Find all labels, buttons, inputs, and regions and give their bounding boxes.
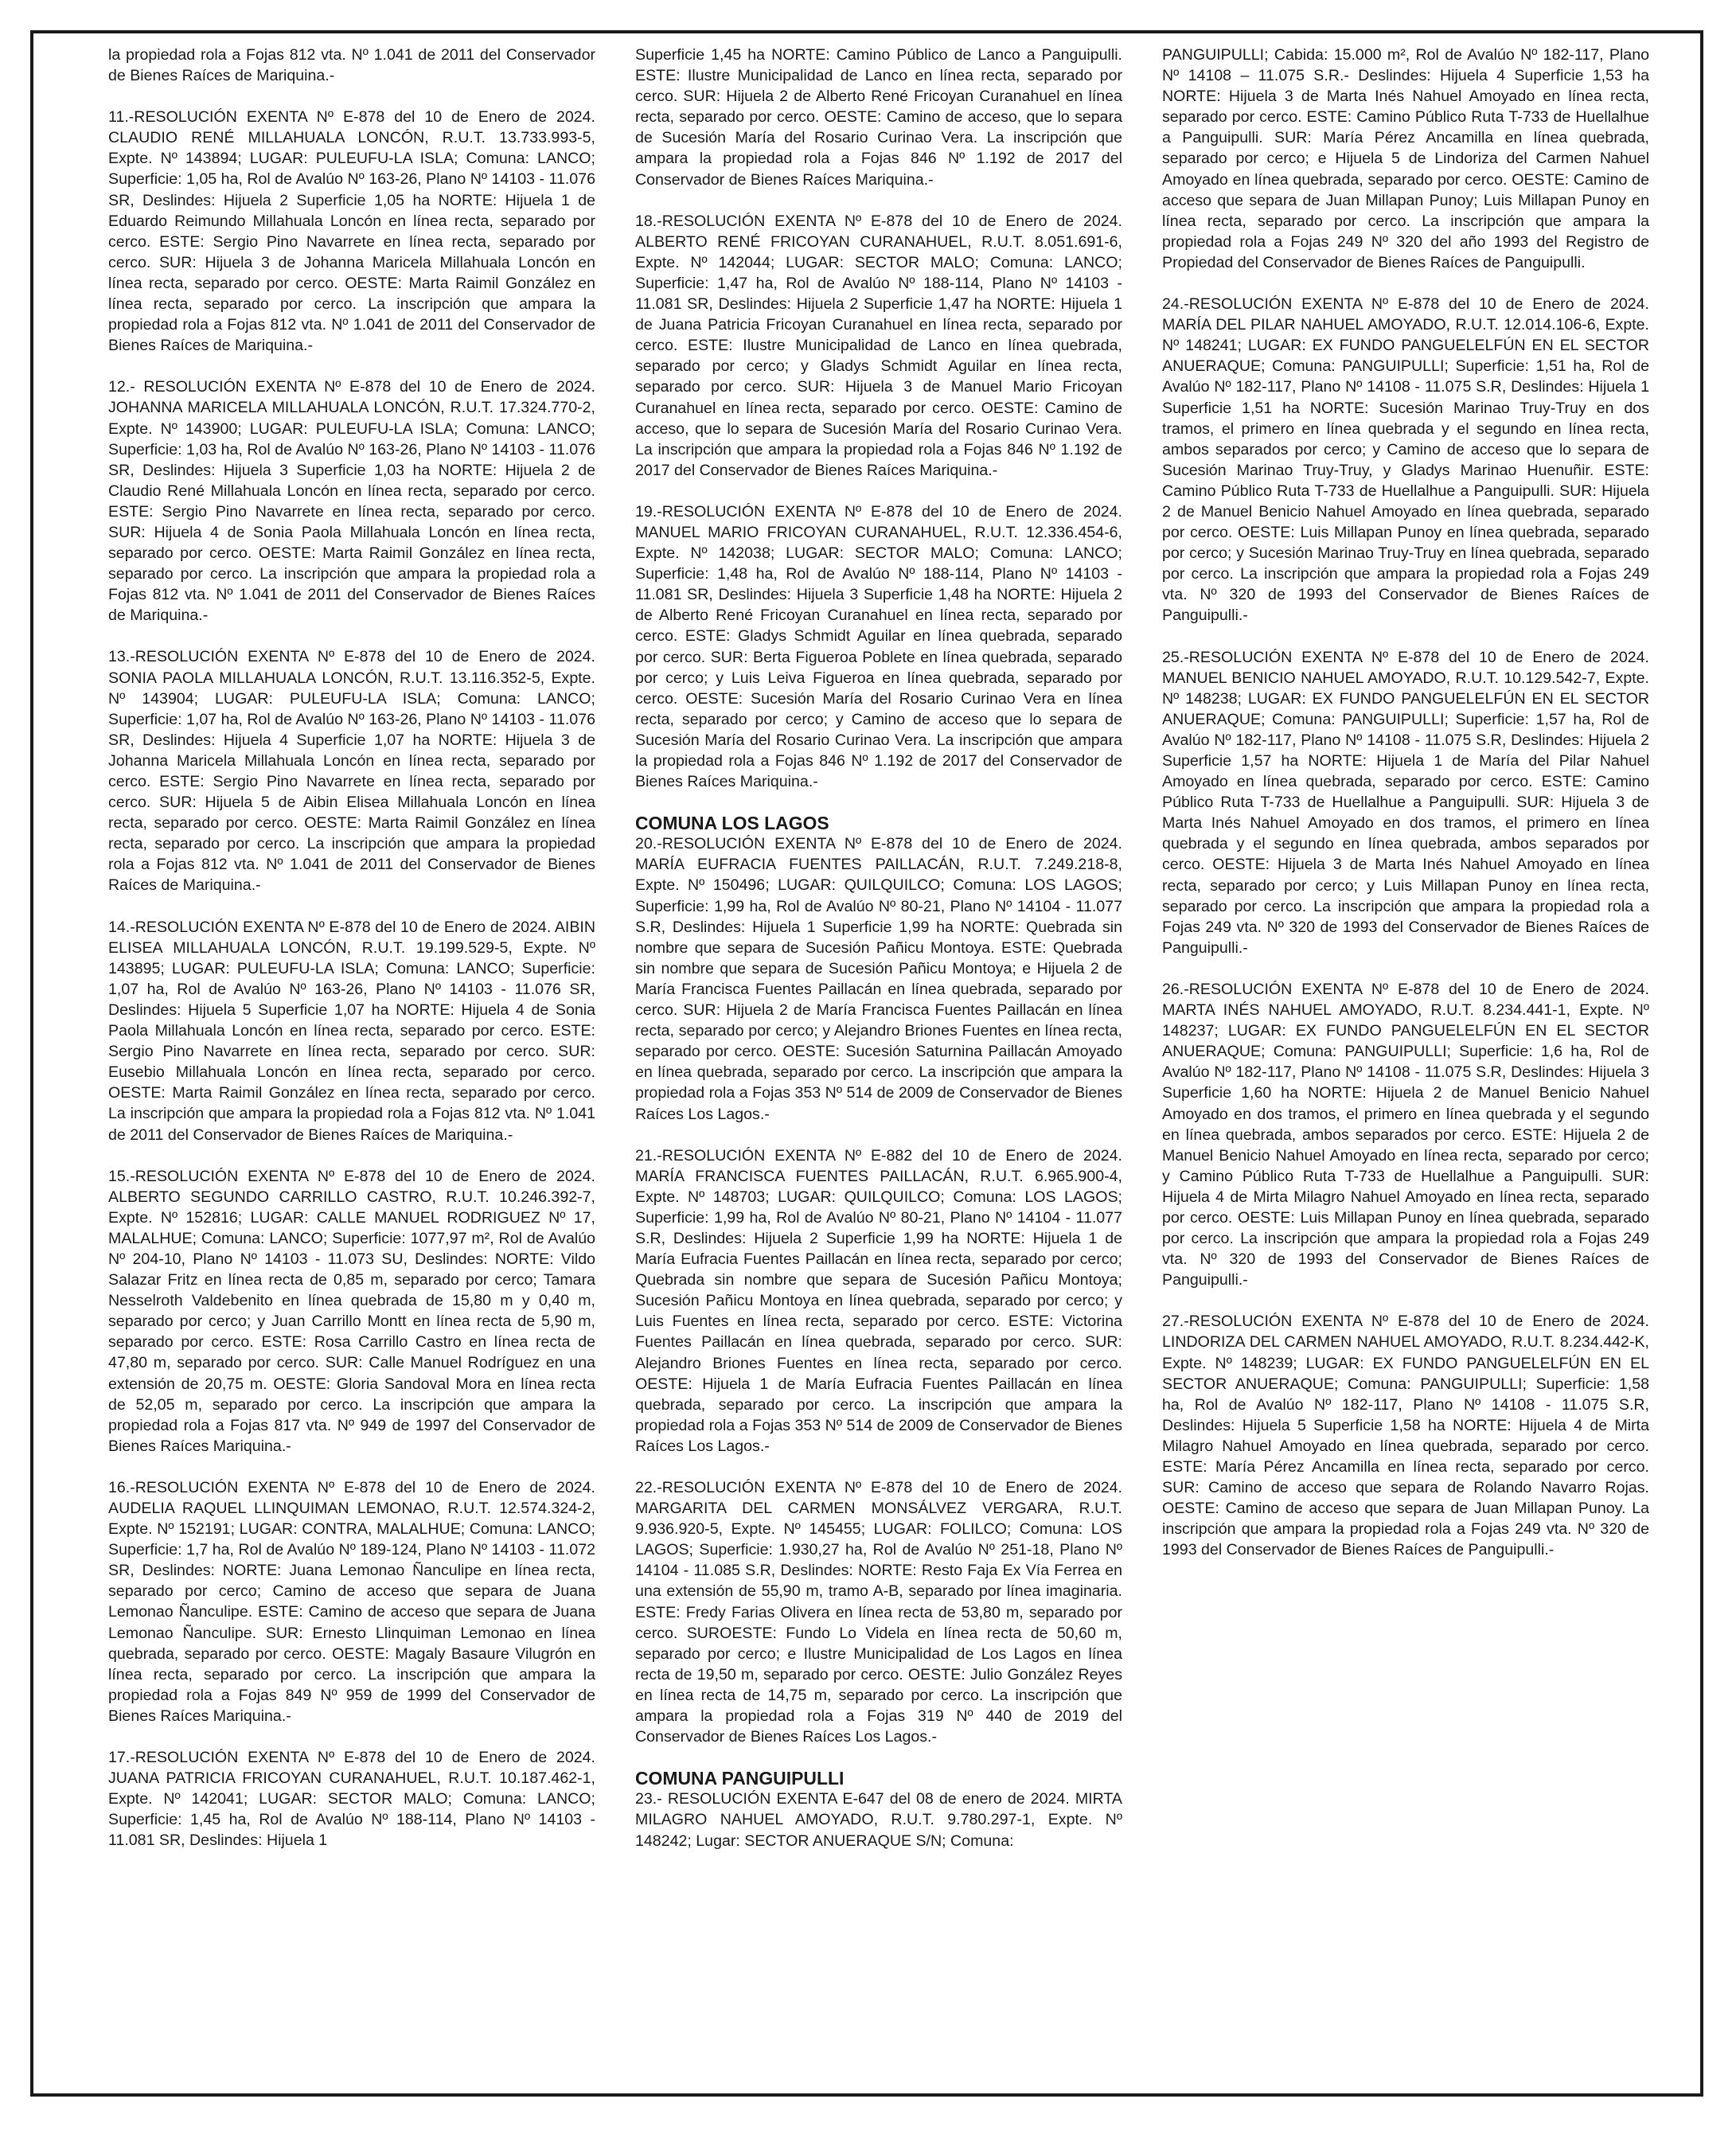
newspaper-page bbox=[30, 30, 1703, 2097]
resolution-paragraph: Superficie 1,45 ha NORTE: Camino Público de Lanco a Panguipulli. ESTE: Ilustre Municipalidad de Lanco en línea recta, separado por cerco. SUR: Hijuela 2 de Alberto René Fricoyan Curanahuel en línea recta, separado por cerco. OESTE: Camino de acceso, que lo separa de Sucesión María del Rosario Curinao Vera. La inscripción que ampara la propiedad rola a Fojas 846 Nº 1.192 de 2017 del Conservador de Bienes Raíces Mariquina.- bbox=[635, 46, 1122, 189]
resolution-paragraph: 16.-RESOLUCIÓN EXENTA Nº E-878 del 10 de Enero de 2024. AUDELIA RAQUEL LLINQUIMAN LEMONAO, R.U.T. 12.574.324-2, Expte. Nº 152191; LUGAR: CONTRA, MALALHUE; Comuna: LANCO; Superficie: 1,7 ha, Rol de Avalúo Nº 189-124, Plano Nº 14103 - 11.072 SR, Deslindes: NORTE: Juana Lemonao Ñanculipe en línea recta, separado por cerco; Camino de acceso que separa de Juana Lemonao Ñanculipe. ESTE: Camino de acceso que separa de Juana Lemonao Ñanculipe. SUR: Ernesto Llinquiman Lemonao en línea quebrada, separado por cerco. OESTE: Magaly Basaure Vilugrón en línea recta, separado por cerco. La inscripción que ampara la propiedad rola a Fojas 849 Nº 959 de 1999 del Conservador de Bienes Raíces Mariquina.- bbox=[108, 1478, 595, 1725]
resolution-paragraph: 17.-RESOLUCIÓN EXENTA Nº E-878 del 10 de Enero de 2024. JUANA PATRICIA FRICOYAN CURANAHUEL, R.U.T. 10.187.462-1, Expte. Nº 142041; LUGAR: SECTOR MALO; Comuna: LANCO; Superficie: 1,45 ha, Rol de Avalúo Nº 188-114, Plano Nº 14103 - 11.081 SR, Deslindes: Hijuela 1 bbox=[108, 1749, 595, 1850]
text-column-2 bbox=[635, 45, 1122, 1872]
section-heading: COMUNA PANGUIPULLI bbox=[635, 1768, 845, 1789]
resolution-paragraph: 27.-RESOLUCIÓN EXENTA Nº E-878 del 10 de Enero de 2024. LINDORIZA DEL CARMEN NAHUEL AMOYADO, R.U.T. 8.234.442-K, Expte. Nº 148239; LUGAR: EX FUNDO PANGUELELFÚN EN EL SECTOR ANUERAQUE; Comuna: PANGUIPULLI; Superficie: 1,58 ha, Rol de Avalúo Nº 182-117, Plano Nº 14108 - 11.075 S.R, Deslindes: Hijuela 5 Superficie 1,58 ha NORTE: Hijuela 4 de Mirta Milagro Nahuel Amoyado en línea quebrada, separado por cerco. ESTE: María Pérez Ancamilla en línea recta, separado por cerco. SUR: Camino de acceso que separa de Rolando Navarro Rojas. OESTE: Camino de acceso que separa de Juan Millapan Punoy. La inscripción que ampara la propiedad rola a Fojas 249 vta. Nº 320 de 1993 del Conservador de Bienes Raíces de Panguipulli.- bbox=[1162, 1313, 1649, 1559]
resolution-paragraph: 24.-RESOLUCIÓN EXENTA Nº E-878 del 10 de Enero de 2024. MARÍA DEL PILAR NAHUEL AMOYADO, R.U.T. 12.014.106-6, Expte. Nº 148241; LUGAR: EX FUNDO PANGUELELFÚN EN EL SECTOR ANUERAQUE; Comuna: PANGUIPULLI; Superficie: 1,51 ha, Rol de Avalúo Nº 182-117, Plano Nº 14108 - 11.075 S.R, Deslindes: Hijuela 1 Superficie 1,51 ha NORTE: Sucesión Marinao Truy-Truy en dos tramos, el primero en línea quebrada y el segundo en línea recta, ambos separados por cerco; y Camino de acceso que lo separa de Sucesión Marinao Truy-Truy, y Gladys Marinao Huenuñir. ESTE: Camino Público Ruta T-733 de Huellalhue a Panguipulli. SUR: Hijuela 2 de Manuel Benicio Nahuel Amoyado en línea quebrada, separado por cerco. OESTE: Luis Millapan Punoy en línea quebrada, separado por cerco; y Sucesión Marinao Truy-Truy en línea quebrada, separado por cerco. La inscripción que ampara la propiedad rola a Fojas 249 vta. Nº 320 de 1993 del Conservador de Bienes Raíces de Panguipulli.- bbox=[1162, 295, 1649, 625]
resolution-paragraph: 25.-RESOLUCIÓN EXENTA Nº E-878 del 10 de Enero de 2024. MANUEL BENICIO NAHUEL AMOYADO, R.U.T. 10.129.542-7, Expte. Nº 148238; LUGAR: EX FUNDO PANGUELELFÚN EN EL SECTOR ANUERAQUE; Comuna: PANGUIPULLI; Superficie: 1,57 ha, Rol de Avalúo Nº 182-117, Plano Nº 14108 - 11.075 S.R, Deslindes: Hijuela 2 Superficie 1,57 ha NORTE: Hijuela 1 de María del Pilar Nahuel Amoyado en línea quebrada, separado por cerco. ESTE: Camino Público Ruta T-733 de Huellalhue a Panguipulli. SUR: Hijuela 3 de Marta Inés Nahuel Amoyado en dos tramos, el primero en línea quebrada y el segundo en línea quebrada, ambos separados por cerco. OESTE: Hijuela 3 de Marta Inés Nahuel Amoyado en línea recta, separado por cerco; y Luis Millapan Punoy en línea recta, separado por cerco. La inscripción que ampara la propiedad rola a Fojas 249 vta. Nº 320 de 1993 del Conservador de Bienes Raíces de Panguipulli.- bbox=[1162, 648, 1649, 957]
resolution-paragraph: 20.-RESOLUCIÓN EXENTA Nº E-878 del 10 de Enero de 2024. MARÍA EUFRACIA FUENTES PAILLACÁN, R.U.T. 7.249.218-8, Expte. Nº 150496; LUGAR: QUILQUILCO; Comuna: LOS LAGOS; Superficie: 1,99 ha, Rol de Avalúo Nº 80-21, Plano Nº 14104 - 11.077 S.R, Deslindes: Hijuela 1 Superficie 1,99 ha NORTE: Quebrada sin nombre que separa de Sucesión Pañicu Montoya. ESTE: Quebrada sin nombre que separa de Sucesión Pañicu Montoya; e Hijuela 2 de María Francisca Fuentes Paillacán en línea quebrada, separado por cerco. SUR: Hijuela 2 de María Francisca Fuentes Paillacán en línea recta, separado por cerco; y Alejandro Briones Fuentes en línea recta, separado por cerco. OESTE: Sucesión Saturnina Paillacán Amoyado en línea quebrada, separado por cerco. La inscripción que ampara la propiedad rola a Fojas 353 Nº 514 de 2009 de Conservador de Bienes Raíces Los Lagos.- bbox=[635, 835, 1122, 1123]
resolution-paragraph: 18.-RESOLUCIÓN EXENTA Nº E-878 del 10 de Enero de 2024. ALBERTO RENÉ FRICOYAN CURANAHUEL, R.U.T. 8.051.691-6, Expte. Nº 142044; LUGAR: SECTOR MALO; Comuna: LANCO; Superficie: 1,47 ha, Rol de Avalúo Nº 188-114, Plano Nº 14103 - 11.081 SR, Deslindes: Hijuela 2 Superficie 1,47 ha NORTE: Hijuela 1 de Juana Patricia Fricoyan Curanahuel en línea recta, separado por cerco. ESTE: Ilustre Municipalidad de Lanco en línea quebrada, separado por cerco; y Gladys Schmidt Aguilar en línea recta, separado por cerco. SUR: Hijuela 3 de Manuel Mario Fricoyan Curanahuel en línea recta, separado por cerco. OESTE: Camino de acceso, que lo separa de Sucesión María del Rosario Curinao Vera. La inscripción que ampara la propiedad rola a Fojas 846 Nº 1.192 de 2017 del Conservador de Bienes Raíces Mariquina.- bbox=[635, 212, 1122, 479]
resolution-paragraph: 21.-RESOLUCIÓN EXENTA Nº E-882 del 10 de Enero de 2024. MARÍA FRANCISCA FUENTES PAILLACÁN, R.U.T. 6.965.900-4, Expte. Nº 148703; LUGAR: QUILQUILCO; Comuna: LOS LAGOS; Superficie: 1,99 ha, Rol de Avalúo Nº 80-21, Plano Nº 14104 - 11.077 S.R, Deslindes: Hijuela 2 Superficie 1,99 ha NORTE: Hijuela 1 de María Eufracia Fuentes Paillacán en línea recta, separado por cerco; Quebrada sin nombre que separa de Sucesión Pañicu Montoya; Sucesión Pañicu Montoya en línea quebrada, separado por cerco; y Luis Fuentes en línea recta, separado por cerco. ESTE: Victorina Fuentes Paillacán en línea quebrada, separado por cerco. SUR: Alejandro Briones Fuentes en línea recta, separado por cerco. OESTE: Hijuela 1 de María Eufracia Fuentes Paillacán en línea quebrada, separado por cerco. La inscripción que ampara la propiedad rola a Fojas 353 Nº 514 de 2009 de Conservador de Bienes Raíces Los Lagos.- bbox=[635, 1146, 1122, 1455]
resolution-paragraph: 14.-RESOLUCIÓN EXENTA Nº E-878 del 10 de Enero de 2024. AIBIN ELISEA MILLAHUALA LONCÓN, R.U.T. 19.199.529-5, Expte. Nº 143895; LUGAR: PULEUFU-LA ISLA; Comuna: LANCO; Superficie: 1,07 ha, Rol de Avalúo Nº 163-26, Plano Nº 14103 - 11.076 SR, Deslindes: Hijuela 5 Superficie 1,07 ha NORTE: Hijuela 4 de Sonia Paola Millahuala Loncón en línea recta, separado por cerco. ESTE: Sergio Pino Navarrete en línea recta, separado por cerco. SUR: Eusebio Millahuala Loncón en línea recta, separado por cerco. OESTE: Marta Raimil González en línea recta, separado por cerco. La inscripción que ampara la propiedad rola a Fojas 812 vta. Nº 1.041 de 2011 del Conservador de Bienes Raíces de Mariquina.- bbox=[108, 918, 595, 1144]
resolution-paragraph: 15.-RESOLUCIÓN EXENTA Nº E-878 del 10 de Enero de 2024. ALBERTO SEGUNDO CARRILLO CASTRO, R.U.T. 10.246.392-7, Expte. Nº 152816; LUGAR: CALLE MANUEL RODRIGUEZ Nº 17, MALALHUE; Comuna: LANCO; Superficie: 1077,97 m², Rol de Avalúo Nº 204-10, Plano Nº 14103 - 11.073 SU, Deslindes: NORTE: Vildo Salazar Fritz en línea recta de 0,85 m, separado por cerco; Tamara Nesselroth Valdebenito en línea quebrada de 15,80 m y 0,40 m, separado por cerco; y Juan Carrillo Montt en línea recta de 5,90 m, separado por cerco. ESTE: Rosa Carrillo Castro en línea recta de 47,80 m, separado por cerco. SUR: Calle Manuel Rodríguez en una extensión de 20,75 m. OESTE: Gloria Sandoval Mora en línea recta de 52,05 m, separado por cerco. La inscripción que ampara la propiedad rola a Fojas 817 vta. Nº 949 de 1997 del Conservador de Bienes Raíces Mariquina.- bbox=[108, 1167, 595, 1455]
resolution-paragraph: 26.-RESOLUCIÓN EXENTA Nº E-878 del 10 de Enero de 2024. MARTA INÉS NAHUEL AMOYADO, R.U.T. 8.234.441-1, Expte. Nº 148237; LUGAR: EX FUNDO PANGUELELFÚN EN EL SECTOR ANUERAQUE; Comuna: PANGUIPULLI; Superficie: 1,6 ha, Rol de Avalúo Nº 182-117, Plano Nº 14108 - 11.075 S.R, Deslindes: Hijuela 3 Superficie 1,60 ha NORTE: Hijuela 2 de Manuel Benicio Nahuel Amoyado en dos tramos, el primero en línea quebrada y el segundo en línea quebrada, ambos separados por cerco. ESTE: Hijuela 2 de Manuel Benicio Nahuel Amoyado en línea recta, separado por cerco; y Camino Público Ruta T-733 de Huellalhue a Panguipulli. SUR: Hijuela 4 de Mirta Milagro Nahuel Amoyado en línea recta, separado por cerco. OESTE: Luis Millapan Punoy en línea quebrada, separado por cerco. La inscripción que ampara la propiedad rola a Fojas 249 vta. Nº 320 de 1993 del Conservador de Bienes Raíces de Panguipulli.- bbox=[1162, 980, 1649, 1289]
text-column-1 bbox=[108, 45, 595, 1872]
resolution-paragraph: la propiedad rola a Fojas 812 vta. Nº 1.041 de 2011 del Conservador de Bienes Raíces de Mariquina.- bbox=[108, 46, 595, 85]
section-heading: COMUNA LOS LAGOS bbox=[635, 813, 829, 834]
resolution-paragraph: 13.-RESOLUCIÓN EXENTA Nº E-878 del 10 de Enero de 2024. SONIA PAOLA MILLAHUALA LONCÓN, R.U.T. 13.116.352-5, Expte. Nº 143904; LUGAR: PULEUFU-LA ISLA; Comuna: LANCO; Superficie: 1,07 ha, Rol de Avalúo Nº 163-26, Plano Nº 14103 - 11.076 SR, Deslindes: Hijuela 4 Superficie 1,07 ha NORTE: Hijuela 3 de Johanna Maricela Millahuala Loncón en línea recta, separado por cerco. ESTE: Sergio Pino Navarrete en línea recta, separado por cerco. SUR: Hijuela 5 de Aibin Elisea Millahuala Loncón en línea recta, separado por cerco. OESTE: Marta Raimil González en línea recta, separado por cerco. La inscripción que ampara la propiedad rola a Fojas 812 vta. Nº 1.041 de 2011 del Conservador de Bienes Raíces de Mariquina.- bbox=[108, 648, 595, 895]
resolution-paragraph: PANGUIPULLI; Cabida: 15.000 m², Rol de Avalúo Nº 182-117, Plano Nº 14108 – 11.075 S.R.- Deslindes: Hijuela 4 Superficie 1,53 ha NORTE: Hijuela 3 de Marta Inés Nahuel Amoyado en línea recta, separado por cerco. ESTE: Camino Público Ruta T-733 de Huellalhue a Panguipulli. SUR: María Pérez Ancamilla en línea quebrada, separado por cerco; e Hijuela 5 de Lindoriza del Carmen Nahuel Amoyado en línea quebrada, separado por cerco. OESTE: Camino de acceso que separa de Juan Millapan Punoy; Luis Millapan Punoy en línea recta, separado por cerco. La inscripción que ampara la propiedad rola a Fojas 249 Nº 320 del año 1993 del Registro de Propiedad del Conservador de Bienes Raíces de Panguipulli. bbox=[1162, 46, 1649, 271]
resolution-paragraph: 11.-RESOLUCIÓN EXENTA Nº E-878 del 10 de Enero de 2024. CLAUDIO RENÉ MILLAHUALA LONCÓN, R.U.T. 13.733.993-5, Expte. Nº 143894; LUGAR: PULEUFU-LA ISLA; Comuna: LANCO; Superficie: 1,05 ha, Rol de Avalúo Nº 163-26, Plano Nº 14103 - 11.076 SR, Deslindes: Hijuela 2 Superficie 1,05 ha NORTE: Hijuela 1 de Eduardo Reimundo Millahuala Loncón en línea recta, separado por cerco. ESTE: Sergio Pino Navarrete en línea recta, separado por cerco. SUR: Hijuela 3 de Johanna Maricela Millahuala Loncón en línea recta, separado por cerco. OESTE: Marta Raimil González en línea recta, separado por cerco. La inscripción que ampara la propiedad rola a Fojas 812 vta. Nº 1.041 de 2011 del Conservador de Bienes Raíces de Mariquina.- bbox=[108, 108, 595, 355]
resolution-paragraph: 19.-RESOLUCIÓN EXENTA Nº E-878 del 10 de Enero de 2024. MANUEL MARIO FRICOYAN CURANAHUEL, R.U.T. 12.336.454-6, Expte. Nº 142038; LUGAR: SECTOR MALO; Comuna: LANCO; Superficie: 1,48 ha, Rol de Avalúo Nº 188-114, Plano Nº 14103 - 11.081 SR, Deslindes: Hijuela 3 Superficie 1,48 ha NORTE: Hijuela 2 de Alberto René Fricoyan Curanahuel en línea recta, separado por cerco. ESTE: Gladys Schmidt Aguilar en línea quebrada, separado por cerco. SUR: Berta Figueroa Poblete en línea quebrada, separado por cerco; y Luis Leiva Figueroa en línea quebrada, separado por cerco. OESTE: Sucesión María del Rosario Curinao Vera en línea recta, separado por cerco; y Camino de acceso que lo separa de Sucesión María del Rosario Curinao Vera. La inscripción que ampara la propiedad rola a Fojas 846 Nº 1.192 de 2017 del Conservador de Bienes Raíces Mariquina.- bbox=[635, 502, 1122, 791]
text-column-3 bbox=[1162, 45, 1649, 1581]
resolution-paragraph: 12.- RESOLUCIÓN EXENTA Nº E-878 del 10 de Enero de 2024. JOHANNA MARICELA MILLAHUALA LONCÓN, R.U.T. 17.324.770-2, Expte. Nº 143900; LUGAR: PULEUFU-LA ISLA; Comuna: LANCO; Superficie: 1,03 ha, Rol de Avalúo Nº 163-26, Plano Nº 14103 - 11.076 SR, Deslindes: Hijuela 3 Superficie 1,03 ha NORTE: Hijuela 2 de Claudio René Millahuala Loncón en línea recta, separado por cerco. ESTE: Sergio Pino Navarrete en línea recta, separado por cerco. SUR: Hijuela 4 de Sonia Paola Millahuala Loncón en línea recta, separado por cerco. OESTE: Marta Raimil González en línea recta, separado por cerco. La inscripción que ampara la propiedad rola a Fojas 812 vta. Nº 1.041 de 2011 del Conservador de Bienes Raíces de Mariquina.- bbox=[108, 378, 595, 625]
resolution-paragraph: 23.- RESOLUCIÓN EXENTA E-647 del 08 de enero de 2024. MIRTA MILAGRO NAHUEL AMOYADO, R.U.T. 9.780.297-1, Expte. Nº 148242; Lugar: SECTOR ANUERAQUE S/N; Comuna: bbox=[635, 1790, 1122, 1850]
resolution-paragraph: 22.-RESOLUCIÓN EXENTA Nº E-878 del 10 de Enero de 2024. MARGARITA DEL CARMEN MONSÁLVEZ VERGARA, R.U.T. 9.936.920-5, Expte. Nº 145455; LUGAR: FOLILCO; Comuna: LOS LAGOS; Superficie: 1.930,27 ha, Rol de Avalúo Nº 251-18, Plano Nº 14104 - 11.085 S.R, Deslindes: NORTE: Resto Faja Ex Vía Ferrea en una extensión de 55,90 m, tramo A-B, separado por línea imaginaria. ESTE: Fredy Farias Olivera en línea recta de 53,80 m, separado por cerco. SUROESTE: Fundo Lo Videla en línea recta de 50,60 m, separado por cerco; e Ilustre Municipalidad de Los Lagos en línea recta de 19,50 m, separado por cerco. OESTE: Julio González Reyes en línea recta de 14,75 m, separado por cerco. La inscripción que ampara la propiedad rola a Fojas 319 Nº 440 de 2019 del Conservador de Bienes Raíces Los Lagos.- bbox=[635, 1479, 1122, 1746]
